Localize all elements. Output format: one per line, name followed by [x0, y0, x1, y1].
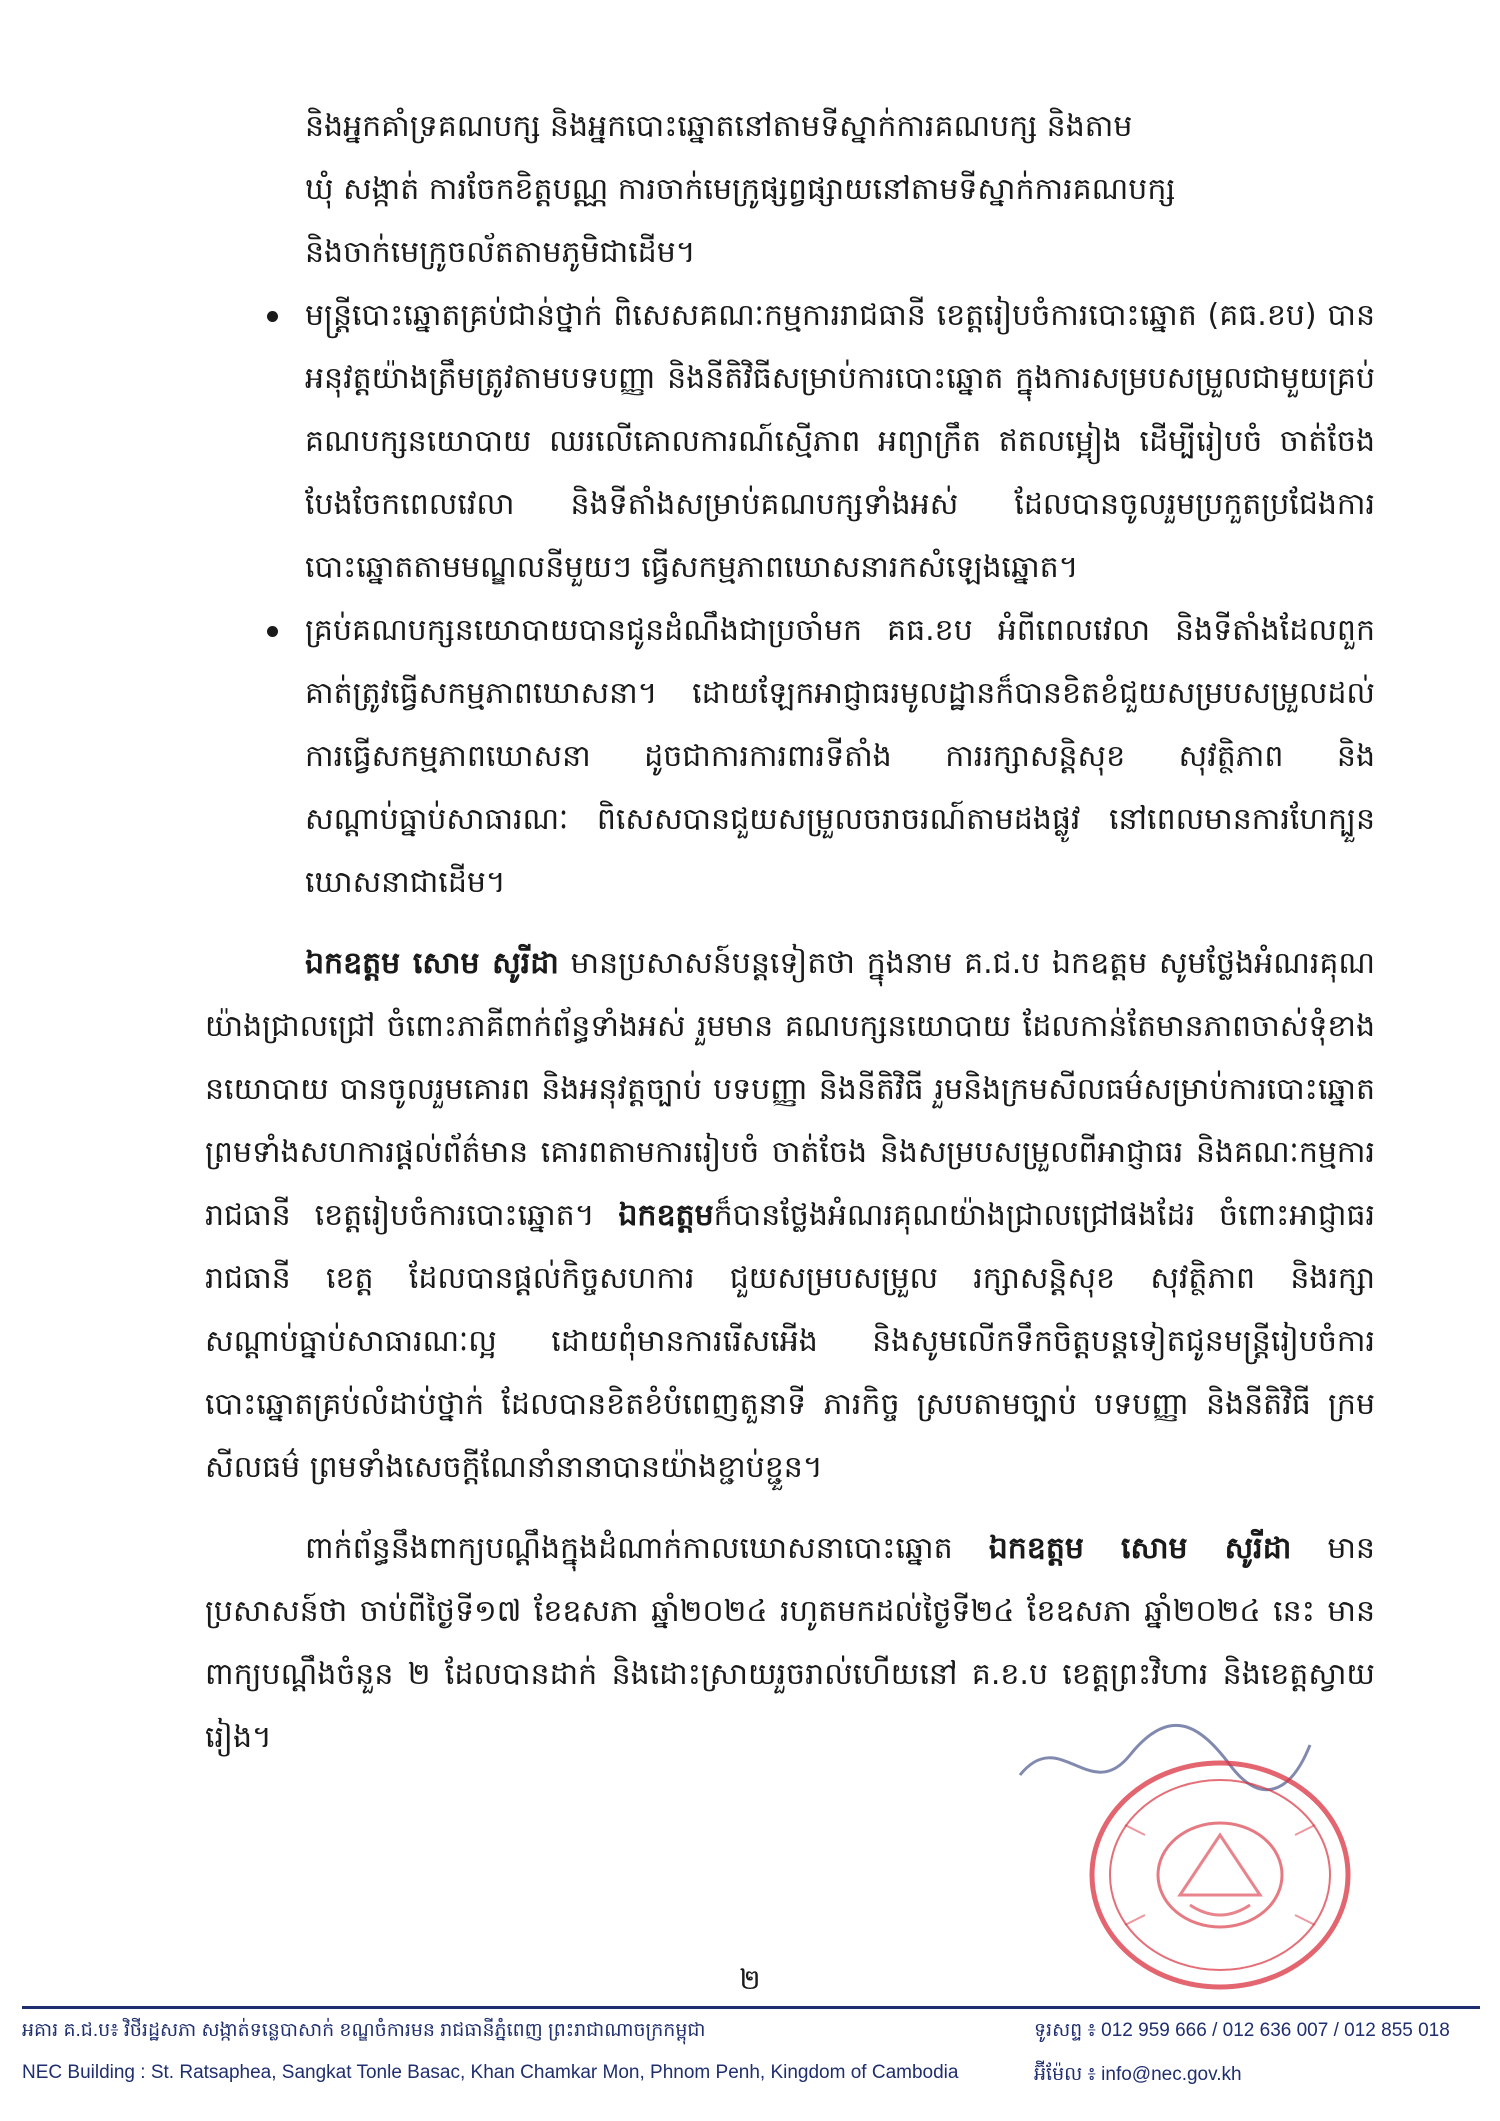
continuation-paragraph: [205, 95, 1375, 284]
paragraph-text: មានប្រសាសន៍ថា ចាប់ពីថ្ងៃទី១៧ ខែឧសភា ឆ្នាំ២០២៤ រហូតមកដល់ថ្ងៃទី២៤ ខែឧសភា ឆ្នាំ២០២៤ នេះ មានពាក្យបណ្តឹងចំនួន ២ ដែលបានដាក់ និងដោះស្រាយរួចរាល់ហើយនៅ គ.ខ.ប ខេត្តព្រះវិហារ និងខេត្តស្វាយរៀង។: [205, 1531, 1375, 1755]
footer-phone-number: 012 959 666 / 012 636 007 / 012 855 018: [1101, 2020, 1450, 2041]
document-body: [205, 95, 1375, 1769]
speaker-title: ឯកឧត្តម: [618, 1198, 714, 1233]
footer-phone: [1034, 2018, 1450, 2046]
bullet-item: [205, 284, 1375, 599]
bullet-text: គ្រប់គណបក្សនយោបាយបានជូនដំណឹងជាប្រចាំមក គធ.ខប អំពីពេលវេលា និងទីតាំងដែលពួកគាត់ត្រូវធ្វើសកម្មភាពឃោសនា។ ដោយឡែកអាជ្ញាធរមូលដ្ឋានក៏បានខិតខំជួយសម្របសម្រួលដល់ការធ្វើសកម្មភាពឃោសនា ដូចជាការការពារទីតាំង ការរក្សាសន្តិសុខ សុវត្ថិភាព និងសណ្តាប់ធ្នាប់សាធារណៈ ពិសេសបានជួយសម្រួលចរាចរណ៍តាមដងផ្លូវ នៅពេលមានការហែក្បួនឃោសនាជាដើម។: [305, 613, 1375, 900]
bullet-item: [205, 599, 1375, 914]
paragraph-text: មានប្រសាសន៍បន្តទៀតថា ក្នុងនាម គ.ជ.ប ឯកឧត្តម សូមថ្លែងអំណរគុណយ៉ាងជ្រាលជ្រៅ ចំពោះភាគីពាក់ព័ន្ធទាំងអស់ រួមមាន គណបក្សនយោបាយ ដែលកាន់តែមានភាពចាស់ទុំខាងនយោបាយ បានចូលរួមគោរព និងអនុវត្តច្បាប់ បទបញ្ញា និងនីតិវិធី រួមនិងក្រមសីលធម៌សម្រាប់ការបោះឆ្នោត ព្រមទាំងសហការផ្តល់ព័ត៌មាន គោរពតាមការរៀបចំ ចាត់ចែង និងសម្របសម្រួលពីអាជ្ញាធរ និងគណៈកម្មការរាជធានី ខេត្តរៀបចំការបោះឆ្នោត។: [205, 946, 1376, 1233]
bullet-icon: [267, 311, 278, 322]
continuation-line: ឃុំ សង្កាត់ ការចែកខិត្តបណ្ណ ការចាក់មេក្រូផ្សព្វផ្សាយនៅតាមទីស្នាក់ការគណបក្ស: [305, 172, 1176, 207]
page-number: ២: [739, 1963, 761, 1996]
official-seal-icon: [1085, 1755, 1355, 1995]
footer-divider: [22, 2006, 1480, 2009]
speaker-name: ឯកឧត្តម សោម សូរីដា: [988, 1531, 1292, 1566]
paragraph-text: ពាក់ព័ន្ធនឹងពាក្យបណ្តឹងក្នុងដំណាក់កាលឃោសនាបោះឆ្នោត: [305, 1531, 989, 1566]
paragraph-text: ក៏បានថ្លែងអំណរគុណយ៉ាងជ្រាលជ្រៅផងដែរ ចំពោះអាជ្ញាធររាជធានី ខេត្ត ដែលបានផ្តល់កិច្ចសហការ ជួយសម្របសម្រួល រក្សាសន្តិសុខ សុវត្ថិភាព និងរក្សាសណ្តាប់ធ្នាប់សាធារណៈល្អ ដោយពុំមានការរើសអើង និងសូមលើកទឹកចិត្តបន្តទៀតជូនមន្ត្រីរៀបចំការបោះឆ្នោតគ្រប់លំដាប់ថ្នាក់ ដែលបានខិតខំបំពេញតួនាទី ភារកិច្ច ស្របតាមច្បាប់ បទបញ្ញា និងនីតិវិធី ក្រមសីលធម៌ ព្រមទាំងសេចក្តីណែនាំនានាបានយ៉ាងខ្ជាប់ខ្ជួន។: [205, 1198, 1375, 1485]
body-paragraph: [205, 932, 1375, 1499]
footer-email-label: អ៊ីម៉ែល ៖: [1034, 2064, 1096, 2085]
bullet-text: មន្ត្រីបោះឆ្នោតគ្រប់ជាន់ថ្នាក់ ពិសេសគណៈកម្មការរាជធានី ខេត្តរៀបចំការបោះឆ្នោត (គធ.ខប) បានអនុវត្តយ៉ាងត្រឹមត្រូវតាមបទបញ្ញា និងនីតិវិធីសម្រាប់ការបោះឆ្នោត ក្នុងការសម្របសម្រួលជាមួយគ្រប់គណបក្សនយោបាយ ឈរលើគោលការណ៍ស្មើភាព អព្យាក្រឹត ឥតលម្អៀង ដើម្បីរៀបចំ ចាត់ចែង បែងចែកពេលវេលា និងទីតាំងសម្រាប់គណបក្សទាំងអស់ ដែលបានចូលរួមប្រកួតប្រជែងការបោះឆ្នោតតាមមណ្ឌលនីមួយៗ ធ្វើសកម្មភាពឃោសនារកសំឡេងឆ្នោត។: [305, 298, 1375, 585]
footer-email: [1034, 2062, 1242, 2090]
footer-address-english: NEC Building : St. Ratsaphea, Sangkat Tonle Basac, Khan Chamkar Mon, Phnom Penh, Kingdom of Cambodia: [22, 2062, 959, 2083]
footer-address-khmer: អគារ គ.ជ.ប៖ វិថីរដ្ឋសភា សង្កាត់ទន្លេបាសាក់ ខណ្ឌចំការមន រាជធានីភ្នំពេញ ព្រះរាជាណាចក្រកម្ពុជា: [22, 2020, 706, 2041]
bullet-icon: [267, 626, 278, 637]
continuation-line: និងចាក់មេក្រូចល័តតាមភូមិជាដើម។: [305, 235, 696, 270]
speaker-name: ឯកឧត្តម សោម សូរីដា: [305, 946, 559, 981]
footer-email-address: info@nec.gov.kh: [1101, 2064, 1242, 2085]
continuation-line: និងអ្នកគាំទ្រគណបក្ស និងអ្នកបោះឆ្នោតនៅតាមទីស្នាក់ការគណបក្ស និងតាម: [305, 109, 1133, 144]
footer-phone-label: ទូរសព្ទ ៖: [1034, 2020, 1096, 2041]
